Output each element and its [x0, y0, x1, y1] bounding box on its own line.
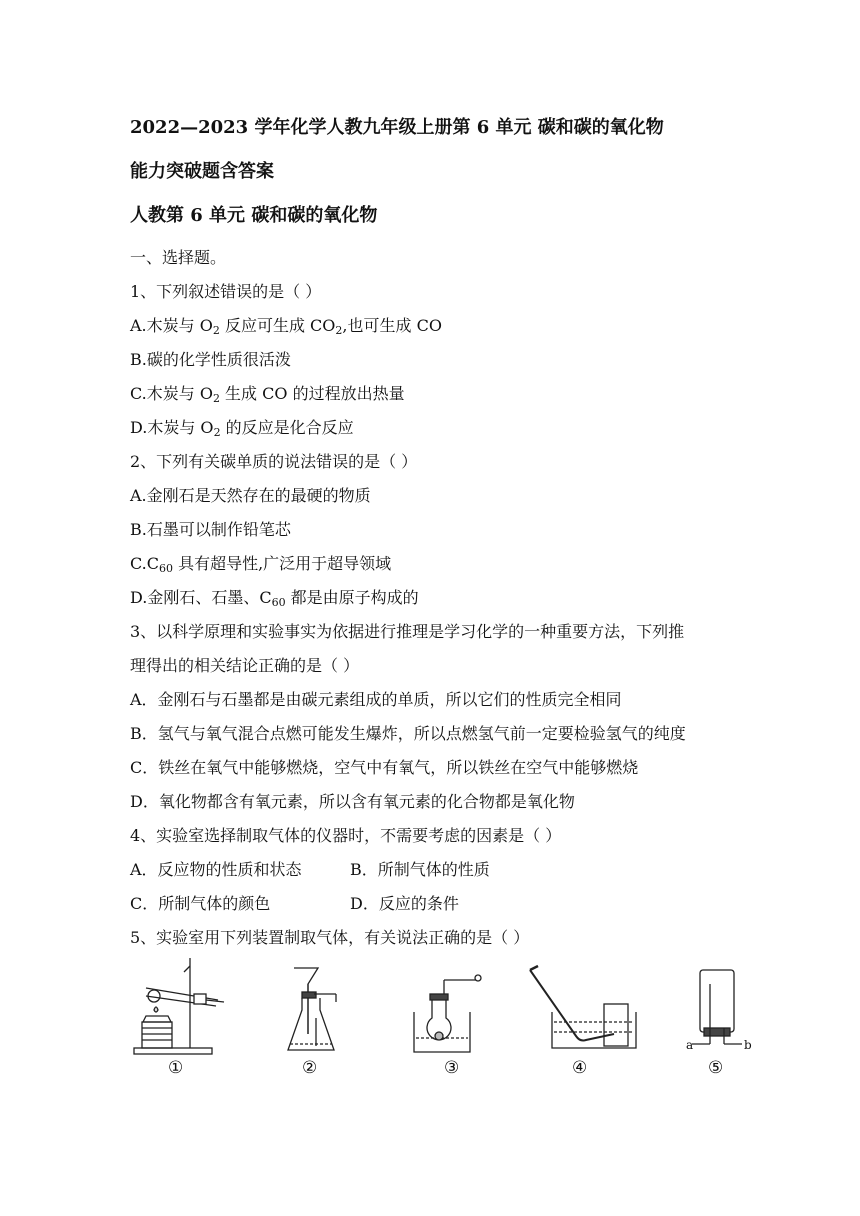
q3-option-d: D．氧化物都含有氧元素，所以含有氧元素的化合物都是氧化物	[130, 792, 575, 811]
q4-option-d: D．反应的条件	[350, 894, 459, 913]
q2-option-b: B.石墨可以制作铅笔芯	[130, 520, 291, 539]
port-b-label: b	[744, 1038, 752, 1052]
q2-option-d: D.金刚石、石墨、$C_{60}$ 都是由原子构成的	[130, 588, 419, 609]
q1-stem: 1、下列叙述错误的是（ ）	[130, 282, 322, 301]
unit-heading: 人教第 6 单元 碳和碳的氧化物	[130, 205, 378, 226]
q1-option-a: A.木炭与 $O_2$ 反应可生成 $CO_2$,也可生成 CO	[130, 316, 442, 337]
q3-stem-line2: 理得出的相关结论正确的是（ ）	[130, 656, 360, 675]
label-4: ④	[572, 1058, 588, 1078]
apparatus-5-figure	[684, 958, 754, 1078]
q1-option-c: C.木炭与 $O_2$ 生成 CO 的过程放出热量	[130, 384, 405, 405]
apparatus-1-figure	[128, 958, 228, 1078]
label-1: ①	[168, 1058, 184, 1078]
q4-stem: 4、实验室选择制取气体的仪器时，不需要考虑的因素是（ ）	[130, 826, 562, 845]
section-heading: 一、选择题。	[130, 248, 227, 267]
q4-option-b: B．所制气体的性质	[350, 860, 490, 879]
doc-title-line1: 2022—2023 学年化学人教九年级上册第 6 单元 碳和碳的氧化物	[130, 117, 664, 138]
q2-stem: 2、下列有关碳单质的说法错误的是（ ）	[130, 452, 418, 471]
doc-title-line2: 能力突破题含答案	[130, 161, 274, 182]
apparatus-4-figure	[526, 958, 646, 1078]
q2-option-c: $C.C_{60}$ 具有超导性,广泛用于超导领域	[130, 554, 392, 575]
q2-option-a: A.金刚石是天然存在的最硬的物质	[130, 486, 371, 505]
q1-option-d: D.木炭与 $O_2$ 的反应是化合反应	[130, 418, 354, 439]
q1-option-b: B.碳的化学性质很活泼	[130, 350, 291, 369]
q3-option-c: C．铁丝在氧气中能够燃烧，空气中有氧气，所以铁丝在空气中能够燃烧	[130, 758, 639, 777]
apparatus-2-figure	[278, 958, 358, 1078]
q5-stem: 5、实验室用下列装置制取气体，有关说法正确的是（ ）	[130, 928, 530, 947]
label-2: ②	[302, 1058, 318, 1078]
apparatus-figures	[128, 958, 768, 1088]
q3-option-a: A．金刚石与石墨都是由碳元素组成的单质，所以它们的性质完全相同	[130, 690, 622, 709]
q4-option-a: A．反应物的性质和状态	[130, 860, 302, 879]
apparatus-3-figure	[410, 958, 500, 1078]
label-3: ③	[444, 1058, 460, 1078]
port-a-label: a	[686, 1038, 694, 1052]
label-5: ⑤	[708, 1058, 724, 1078]
q4-option-c: C．所制气体的颜色	[130, 894, 271, 913]
q3-option-b: B．氢气与氧气混合点燃可能发生爆炸，所以点燃氢气前一定要检验氢气的纯度	[130, 724, 686, 743]
q3-stem-line1: 3、以科学原理和实验事实为依据进行推理是学习化学的一种重要方法，下列推	[130, 622, 685, 641]
